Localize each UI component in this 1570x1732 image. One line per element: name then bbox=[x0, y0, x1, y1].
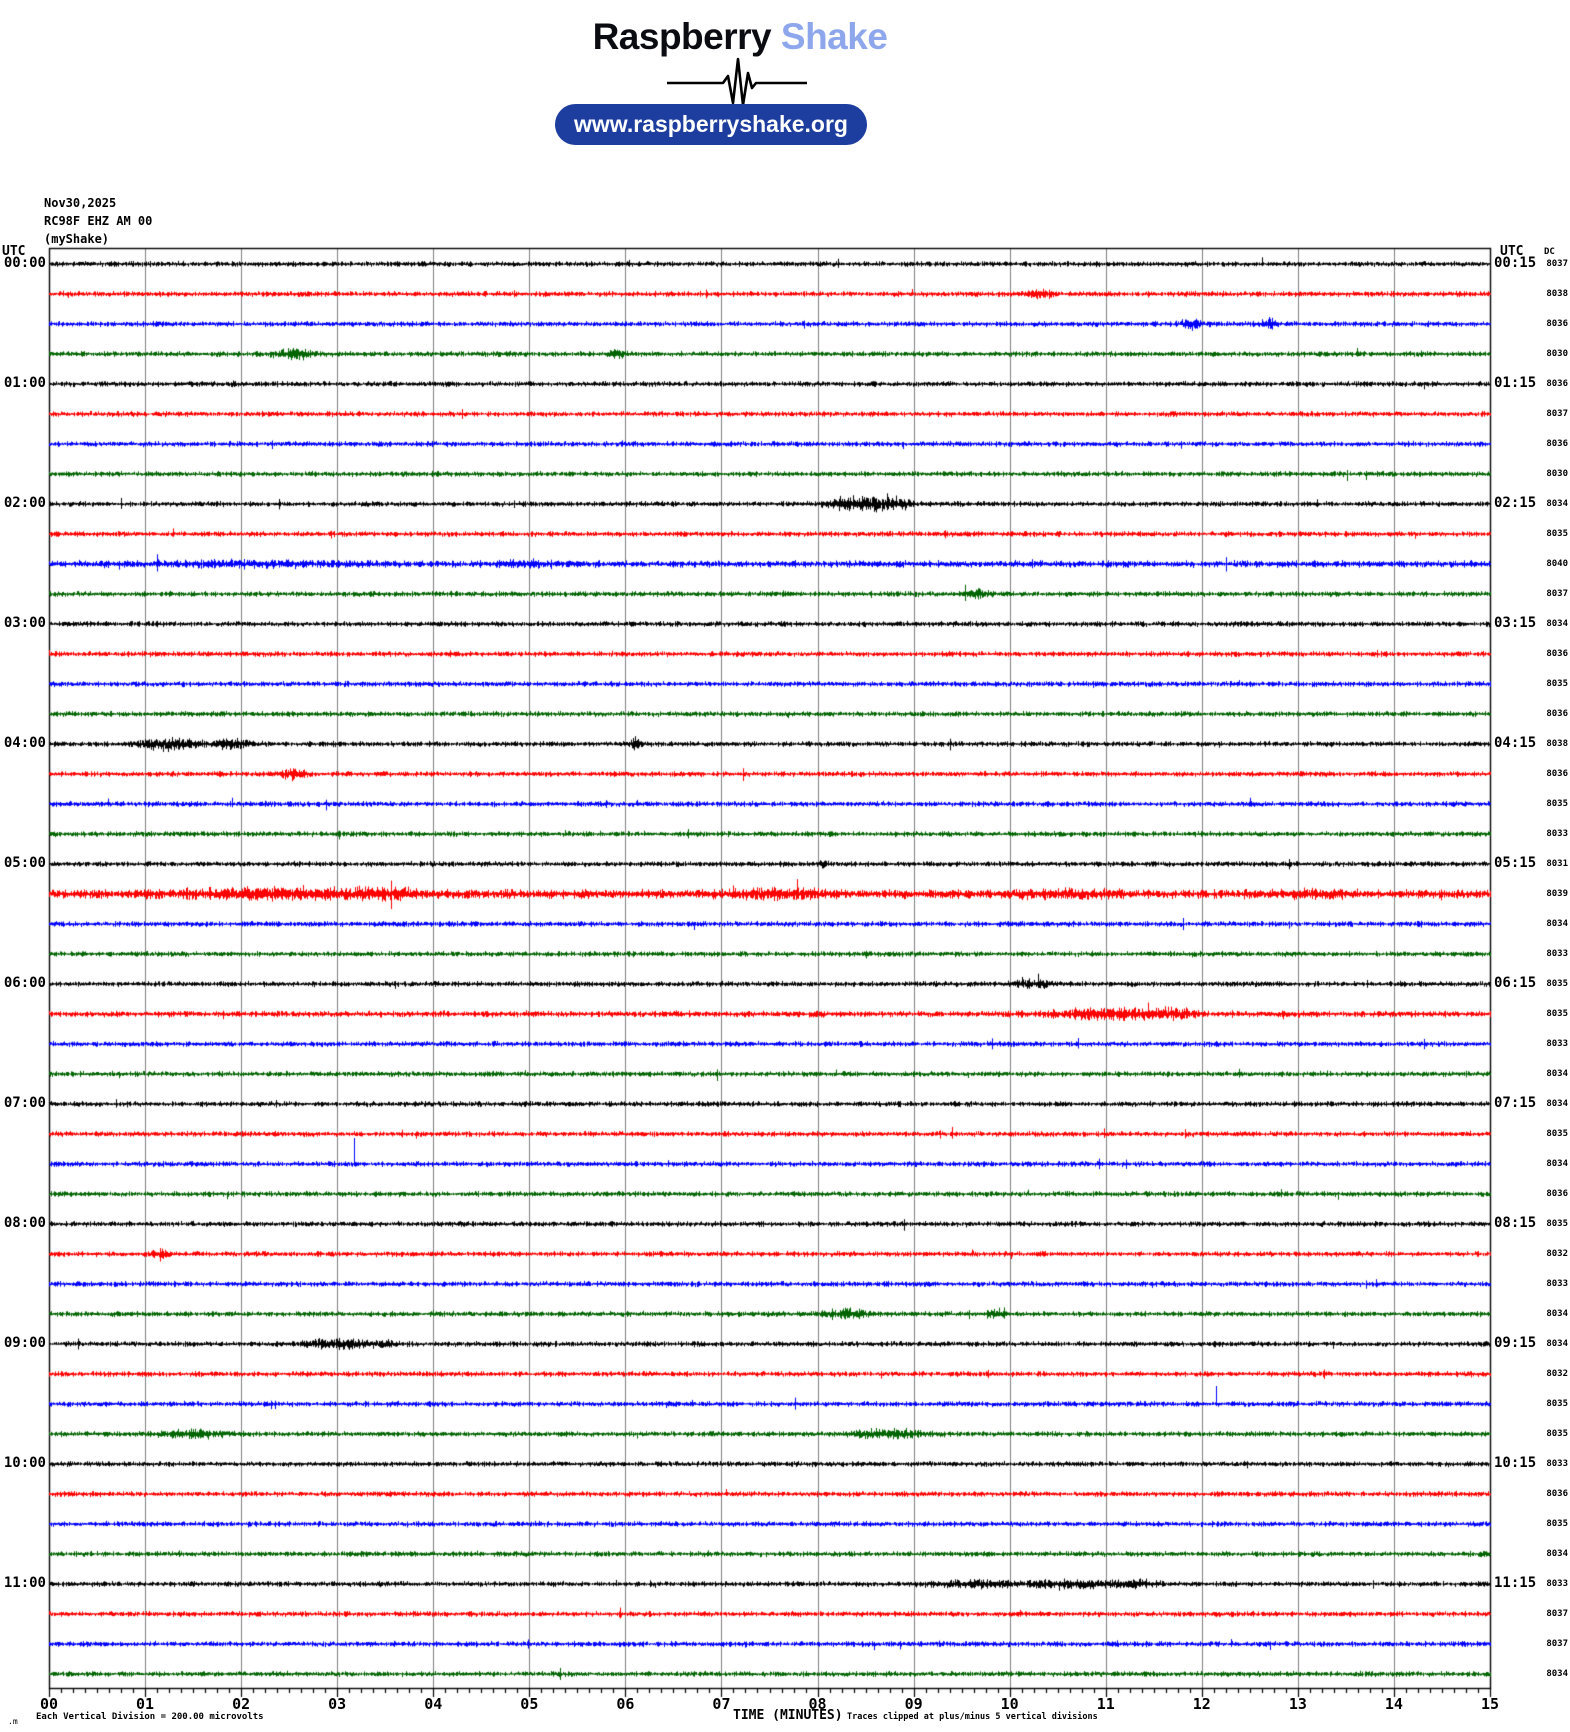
dc-value: 8036 bbox=[1546, 769, 1568, 779]
left-time-label: 02:00 bbox=[3, 495, 46, 511]
right-time-label: 00:15 bbox=[1494, 255, 1537, 271]
dc-value: 8032 bbox=[1546, 1369, 1568, 1379]
x-tick-label: 03 bbox=[328, 1695, 347, 1713]
left-time-label: 11:00 bbox=[3, 1575, 46, 1591]
x-tick-label: 15 bbox=[1480, 1695, 1500, 1713]
dc-value: 8034 bbox=[1546, 1669, 1568, 1679]
dc-value: 8032 bbox=[1546, 1249, 1568, 1259]
dc-value: 8037 bbox=[1546, 1639, 1568, 1649]
dc-value: 8040 bbox=[1546, 559, 1568, 569]
dc-value: 8036 bbox=[1546, 1489, 1568, 1499]
left-time-label: 03:00 bbox=[3, 615, 46, 631]
dc-value: 8036 bbox=[1546, 439, 1568, 449]
dc-value: 8036 bbox=[1546, 709, 1568, 719]
dc-value: 8035 bbox=[1546, 1219, 1568, 1229]
dc-value: 8035 bbox=[1546, 529, 1568, 539]
dc-value: 8036 bbox=[1546, 319, 1568, 329]
right-time-label: 07:15 bbox=[1494, 1095, 1537, 1111]
right-time-label: 11:15 bbox=[1494, 1575, 1537, 1591]
x-tick-label: 11 bbox=[1096, 1695, 1115, 1713]
x-tick-label: 10 bbox=[1000, 1695, 1019, 1713]
left-utc-header: UTC bbox=[2, 244, 26, 259]
dc-value: 8033 bbox=[1546, 1279, 1568, 1289]
right-time-label: 09:15 bbox=[1494, 1335, 1537, 1351]
right-time-label: 04:15 bbox=[1494, 735, 1537, 751]
dc-value: 8030 bbox=[1546, 349, 1568, 359]
dc-value: 8031 bbox=[1546, 859, 1568, 869]
left-time-label: 06:00 bbox=[3, 975, 46, 991]
dc-value: 8035 bbox=[1546, 1009, 1568, 1019]
dc-value: 8038 bbox=[1546, 289, 1568, 299]
dc-value: 8034 bbox=[1546, 1159, 1568, 1169]
x-tick-label: 12 bbox=[1192, 1695, 1211, 1713]
dc-value: 8037 bbox=[1546, 409, 1568, 419]
vertical-scale-note: Each Vertical Division = 200.00 microvolts bbox=[36, 1712, 264, 1722]
dc-value: 8035 bbox=[1546, 979, 1568, 989]
dc-value: 8033 bbox=[1546, 1459, 1568, 1469]
left-time-label: 04:00 bbox=[3, 735, 46, 751]
x-tick-label: 06 bbox=[616, 1695, 635, 1713]
dc-value: 8033 bbox=[1546, 1039, 1568, 1049]
dc-value: 8030 bbox=[1546, 469, 1568, 479]
dc-value: 8035 bbox=[1546, 1519, 1568, 1529]
x-tick-label: 00 bbox=[39, 1695, 59, 1713]
right-time-label: 10:15 bbox=[1494, 1455, 1537, 1471]
dc-value: 8035 bbox=[1546, 679, 1568, 689]
dc-value: 8035 bbox=[1546, 799, 1568, 809]
right-time-label: 06:15 bbox=[1494, 975, 1537, 991]
x-tick-label: 13 bbox=[1288, 1695, 1307, 1713]
dc-value: 8036 bbox=[1546, 1189, 1568, 1199]
left-time-label: 07:00 bbox=[3, 1095, 46, 1111]
x-tick-label: 08 bbox=[808, 1695, 827, 1713]
dc-value: 8034 bbox=[1546, 1549, 1568, 1559]
dc-value: 8033 bbox=[1546, 949, 1568, 959]
right-time-label: 05:15 bbox=[1494, 855, 1537, 871]
dc-value: 8034 bbox=[1546, 1099, 1568, 1109]
dc-value: 8035 bbox=[1546, 1129, 1568, 1139]
x-tick-label: 04 bbox=[424, 1695, 443, 1713]
dc-value: 8033 bbox=[1546, 829, 1568, 839]
dc-value: 8036 bbox=[1546, 379, 1568, 389]
dc-value: 8034 bbox=[1546, 919, 1568, 929]
dc-value: 8034 bbox=[1546, 1309, 1568, 1319]
x-tick-label: 14 bbox=[1384, 1695, 1403, 1713]
left-time-label: 09:00 bbox=[3, 1335, 46, 1351]
x-tick-label: 02 bbox=[232, 1695, 251, 1713]
right-time-label: 08:15 bbox=[1494, 1215, 1537, 1231]
dc-value: 8038 bbox=[1546, 739, 1568, 749]
left-time-label: 00:00 bbox=[3, 255, 46, 271]
dc-column-header: DC bbox=[1544, 247, 1555, 257]
left-time-label: 10:00 bbox=[3, 1455, 46, 1471]
right-time-label: 01:15 bbox=[1494, 375, 1537, 391]
dc-value: 8037 bbox=[1546, 589, 1568, 599]
dc-value: 8036 bbox=[1546, 649, 1568, 659]
clip-note: Traces clipped at plus/minus 5 vertical divisions bbox=[847, 1712, 1098, 1722]
x-tick-label: 07 bbox=[712, 1695, 731, 1713]
right-utc-header: UTC bbox=[1500, 244, 1524, 259]
dc-value: 8034 bbox=[1546, 1069, 1568, 1079]
left-time-label: 01:00 bbox=[3, 375, 46, 391]
right-time-label: 02:15 bbox=[1494, 495, 1537, 511]
corner-glyph: .m bbox=[8, 1717, 18, 1726]
right-time-label: 03:15 bbox=[1494, 615, 1537, 631]
dc-value: 8034 bbox=[1546, 619, 1568, 629]
dc-value: 8033 bbox=[1546, 1579, 1568, 1589]
dc-value: 8037 bbox=[1546, 259, 1568, 269]
dc-value: 8035 bbox=[1546, 1399, 1568, 1409]
x-tick-label: 09 bbox=[904, 1695, 923, 1713]
x-tick-label: 01 bbox=[136, 1695, 155, 1713]
x-tick-label: 05 bbox=[520, 1695, 539, 1713]
x-axis-title: TIME (MINUTES) bbox=[733, 1708, 843, 1723]
dc-value: 8035 bbox=[1546, 1429, 1568, 1439]
dc-value: 8037 bbox=[1546, 1609, 1568, 1619]
dc-value: 8039 bbox=[1546, 889, 1568, 899]
dc-value: 8034 bbox=[1546, 499, 1568, 509]
dc-value: 8034 bbox=[1546, 1339, 1568, 1349]
left-time-label: 05:00 bbox=[3, 855, 46, 871]
left-time-label: 08:00 bbox=[3, 1215, 46, 1231]
